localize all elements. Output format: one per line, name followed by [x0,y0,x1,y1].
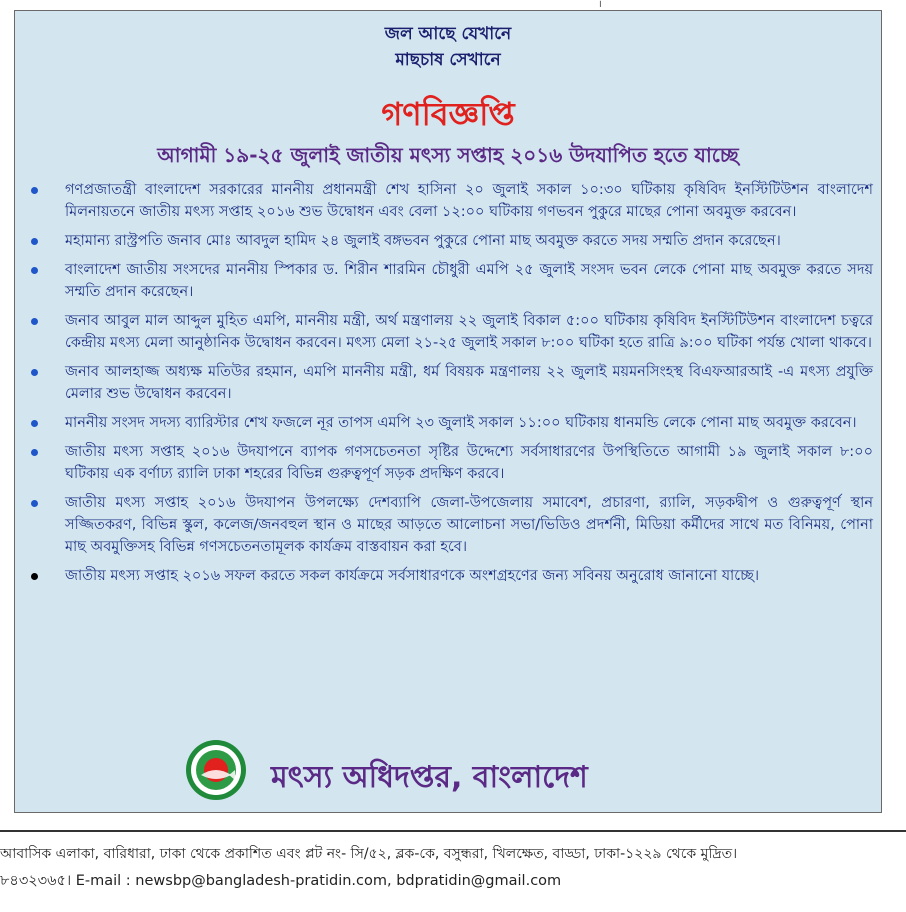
list-item [27,565,873,587]
contact-line: ৮৪৩২৩৬৫। E-mail : newsbp@bangladesh-pratidin.com, bdpratidin@gmail.com [0,873,562,889]
bullet-text: জনাব আলহাজ্জ অধ্যক্ষ মতিউর রহমান, এমপি মাননীয় মন্ত্রী, ধর্ম বিষয়ক মন্ত্রণালয় ২২ জুলাই ময়মনসিংহস্থ বিএফআরআই -এ মৎস্য প্রযুক্তি মেলার শুভ উদ্বোধন করবেন। [65,364,873,402]
list-item [27,441,873,485]
list-item [27,361,873,405]
bullet-text: জাতীয় মৎস্য সপ্তাহ ২০১৬ উদযাপনে ব্যাপক গণসচেতনতা সৃষ্টির উদ্দেশ্যে সর্বসাধারণের উপস্থিতিতে আগামী ১৯ জুলাই সকাল ৮:০০ ঘটিকায় এক বর্ণাঢ্য র‌্যালি ঢাকা শহরের বিভিন্ন গুরুত্বপূর্ণ সড়ক প্রদক্ষিণ করবে। [65,444,873,482]
bullet-dot-icon [31,187,38,194]
bullet-dot-icon [31,369,38,376]
bullet-text: জাতীয় মৎস্য সপ্তাহ ২০১৬ উদযাপন উপলক্ষ্যে দেশব্যাপি জেলা-উপজেলায় সমাবেশ, প্রচারণা, র‌্যালি, সড়কদ্বীপ ও গুরুত্বপূর্ণ স্থান সজ্জিতকরণ, বিভিন্ন স্কুল, কলেজ/জনবহুল স্থান ও মাছের আড়তে আলোচনা সভা/ভিডিও প্রদর্শনী, মিডিয়া কর্মীদের সাথে মত বিনিময়, পোনা মাছ অবমুক্তিসহ বিভিন্ন গণসচেতনতামূলক কার্যক্রম বাস্তবায়ন করা হবে। [65,495,873,555]
list-item [27,230,873,252]
bullet-text: মহামান্য রাস্ট্রপতি জনাব মোঃ আবদুল হামিদ ২৪ জুলাই বঙ্গভবন পুকুরে পোনা মাছ অবমুক্ত করতে সদয় সম্মতি প্রদান করেছেন। [65,233,781,249]
list-item [27,179,873,223]
bullet-text: জনাব আবুল মাল আব্দুল মুহিত এমপি, মাননীয় মন্ত্রী, অর্থ মন্ত্রণালয় ২২ জুলাই বিকাল ৫:০০ ঘটিকায় কৃষিবিদ ইনস্টিটিউশন বাংলাদেশ চত্বরে কেন্দ্রীয় মৎস্য মেলা আনুষ্ঠানিক উদ্বোধন করবেন। মৎস্য মেলা ২১-২৫ জুলাই সকাল ৮:০০ ঘটিকা হতে রাত্রি ৯:০০ ঘটিকা পর্যন্ত খোলা থাকবে। [65,313,873,351]
organization-name: মৎস্য অধিদপ্তর, বাংলাদেশ [271,760,588,795]
list-item [27,259,873,303]
bullet-dot-icon [31,420,38,427]
bullet-text: মাননীয় সংসদ সদস্য ব্যারিস্টার শেখ ফজলে নূর তাপস এমপি ২৩ জুলাই সকাল ১১:০০ ঘটিকায় ধানমন্ডি লেকে পোনা মাছ অবমুক্ত করবেন। [65,415,857,431]
top-mark: । [598,0,602,10]
notice-headline: আগামী ১৯-২৫ জুলাই জাতীয় মৎস্য সপ্তাহ ২০১৬ উদযাপিত হতে যাচ্ছে [157,143,739,167]
list-item [27,412,873,434]
notice-title: গণবিজ্ঞপ্তি [381,95,515,133]
bullet-dot-icon [31,267,38,274]
bullet-dot-icon [31,449,38,456]
bullet-dot-icon [31,573,38,580]
bullet-dot-icon [31,238,38,245]
list-item [27,310,873,354]
public-notice-box [14,10,882,813]
bullet-text: বাংলাদেশ জাতীয় সংসদের মাননীয় স্পিকার ড. শিরীন শারমিন চৌধুরী এমপি ২৫ জুলাই সংসদ ভবন লেকে পোনা মাছ অবমুক্ত করতে সদয় সম্মতি প্রদান করেছেন। [65,262,873,300]
organization-signature [185,739,785,805]
department-of-fisheries-seal-icon [185,739,247,801]
bullet-text: জাতীয় মৎস্য সপ্তাহ ২০১৬ সফল করতে সকল কার্যক্রমে সর্বসাধারণকে অংশগ্রহণের জন্য সবিনয় অনুরোধ জানানো যাচ্ছে। [65,568,760,584]
bullet-text: গণপ্রজাতন্ত্রী বাংলাদেশ সরকারের মাননীয় প্রধানমন্ত্রী শেখ হাসিনা ২০ জুলাই সকাল ১০:৩০ ঘটিকায় কৃষিবিদ ইনস্টিটিউশন বাংলাদেশ মিলনায়তনে জাতীয় মৎস্য সপ্তাহ ২০১৬ শুভ উদ্বোধন এবং বেলা ১২:০০ ঘটিকায় গণভবন পুকুরে মাছের পোনা অবমুক্ত করবেন। [65,182,873,220]
publisher-imprint: আবাসিক এলাকা, বারিধারা, ঢাকা থেকে প্রকাশিত এবং প্লট নং- সি/৫২, ব্লক-কে, বসুন্ধরা, খিলক্ষেত, বাড্ডা, ঢাকা-১২২৯ থেকে মুদ্রিত। [0,846,738,862]
list-item [27,492,873,558]
bullet-list [27,179,873,594]
bullet-dot-icon [31,318,38,325]
slogan-line-2: মাছচাষ সেখানে [395,50,501,70]
divider [0,830,906,832]
slogan-line-1: জল আছে যেখানে [384,24,512,44]
bullet-dot-icon [31,500,38,507]
